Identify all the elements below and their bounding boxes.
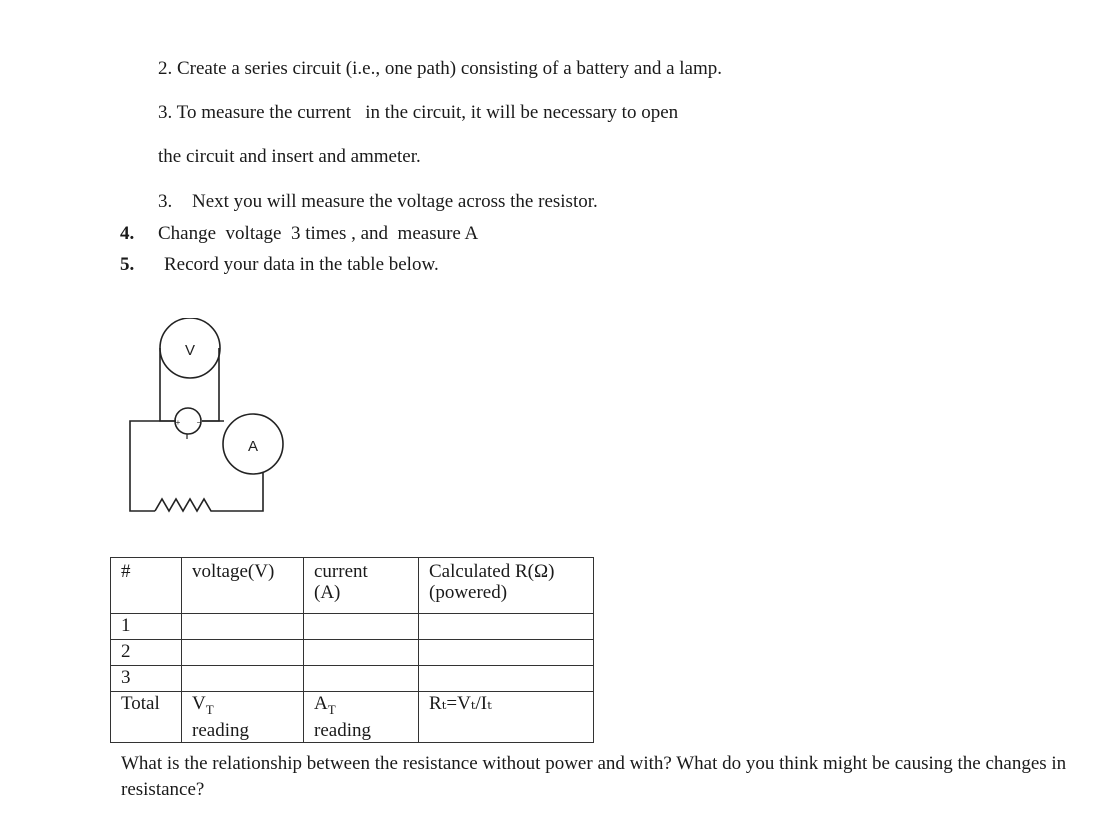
total-current-note: reading	[314, 719, 371, 741]
step-2-create-circuit	[158, 58, 722, 80]
table-row	[111, 614, 594, 640]
total-resistance-formula: Rₜ=Vₜ/Iₜ	[419, 692, 594, 743]
voltage-cell	[182, 640, 304, 666]
step-4-change-voltage	[120, 223, 478, 245]
data-table	[110, 557, 594, 743]
total-current-symbol: A	[314, 693, 328, 714]
total-voltage-note: reading	[192, 719, 249, 741]
step-number: 4.	[120, 223, 135, 244]
battery-minus-label: −	[196, 418, 202, 427]
wire-bottom-right	[218, 473, 263, 511]
voltage-cell	[182, 666, 304, 692]
wire-left	[130, 421, 176, 511]
step-text: the circuit and insert and ammeter.	[158, 146, 421, 167]
voltage-cell	[182, 614, 304, 640]
total-voltage-subscript: T	[205, 701, 214, 717]
step-text: To measure the current in the circuit, it will be necessary to open	[176, 102, 679, 123]
total-voltage-symbol: V	[192, 693, 206, 714]
step-number: 3.	[158, 191, 173, 212]
current-cell	[304, 614, 419, 640]
reflection-question: What is the relationship between the resistance without power and with? What do you think might be causing the changes in resistance?	[121, 753, 1067, 800]
step-text: Change voltage 3 times , and measure A	[158, 223, 479, 244]
header-voltage: voltage(V)	[182, 558, 304, 614]
step-text: Record your data in the table below.	[164, 254, 439, 275]
header-current: current (A)	[304, 558, 419, 614]
row-label: 2	[111, 640, 182, 666]
header-number: #	[111, 558, 182, 614]
step-text: Next you will measure the voltage across the resistor.	[192, 191, 598, 212]
total-voltage-cell	[182, 692, 304, 743]
total-current-cell	[304, 692, 419, 743]
step-3-continuation	[158, 146, 421, 168]
table-row	[111, 666, 594, 692]
header-resistance: Calculated R(Ω) (powered)	[419, 558, 594, 614]
circuit-diagram	[120, 318, 300, 518]
step-number: 2.	[158, 58, 173, 79]
step-number: 5.	[120, 254, 135, 275]
step-text: Create a series circuit (i.e., one path) consisting of a battery and a lamp.	[177, 58, 722, 79]
current-cell	[304, 666, 419, 692]
total-current-subscript: T	[327, 701, 336, 717]
voltmeter-label: V	[184, 342, 196, 359]
resistance-cell	[419, 640, 594, 666]
battery-plus-label: +	[175, 418, 181, 427]
resistance-cell	[419, 666, 594, 692]
ammeter-label: A	[247, 438, 259, 455]
resistor-icon	[155, 499, 218, 511]
total-label: Total	[111, 692, 182, 743]
table-total-row	[111, 692, 594, 743]
voltmeter-lead-right	[202, 348, 219, 421]
table-row	[111, 640, 594, 666]
step-number: 3.	[158, 102, 173, 123]
current-cell	[304, 640, 419, 666]
resistance-cell	[419, 614, 594, 640]
row-label: 1	[111, 614, 182, 640]
step-3b-measure-voltage	[158, 191, 598, 213]
row-label: 3	[111, 666, 182, 692]
table-header-row	[111, 558, 594, 614]
step-5-record-data	[120, 254, 439, 276]
step-3-measure-current	[158, 102, 678, 124]
